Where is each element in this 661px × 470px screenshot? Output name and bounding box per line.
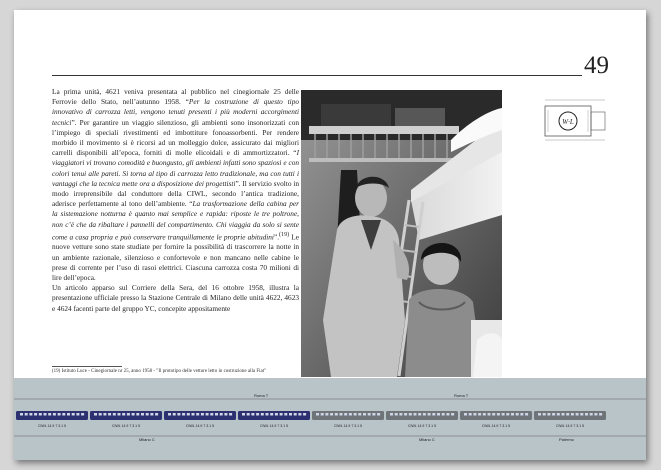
- car-window: [543, 413, 546, 416]
- car-window: [473, 413, 476, 416]
- car-window: [192, 413, 195, 416]
- car-window: [298, 413, 301, 416]
- car-window: [261, 413, 264, 416]
- car-window: [196, 413, 199, 416]
- car-window: [478, 413, 481, 416]
- car-window: [409, 413, 412, 416]
- header-rule: [52, 75, 582, 76]
- car-window: [187, 413, 190, 416]
- car-window: [132, 413, 135, 416]
- car-window: [483, 413, 486, 416]
- car-window: [325, 413, 328, 416]
- car-window: [72, 413, 75, 416]
- car-window: [20, 413, 23, 416]
- car-window: [53, 413, 56, 416]
- route-label-5: Palermo: [559, 437, 574, 442]
- car-window: [48, 413, 51, 416]
- car-window: [349, 413, 352, 416]
- car-window: [270, 413, 273, 416]
- car-window: [108, 413, 111, 416]
- car-window: [358, 413, 361, 416]
- car-window: [566, 413, 569, 416]
- car-window: [25, 413, 28, 416]
- car-window: [39, 413, 42, 416]
- car-window: [280, 413, 283, 416]
- car-label: CIWL 14.9 7 3.1 5: [481, 424, 511, 428]
- car-window: [229, 413, 232, 416]
- sleeping-car-photo: [301, 90, 502, 377]
- car-window: [113, 413, 116, 416]
- car-label: CIWL 14.9 7 3.1 5: [407, 424, 437, 428]
- car-window: [442, 413, 445, 416]
- car-window: [335, 413, 338, 416]
- car-window: [599, 413, 602, 416]
- car-window: [206, 413, 209, 416]
- car-window: [29, 413, 32, 416]
- car-window: [497, 413, 500, 416]
- car-window: [303, 413, 306, 416]
- car-window: [224, 413, 227, 416]
- car-window: [316, 413, 319, 416]
- car-window: [423, 413, 426, 416]
- car-window: [580, 413, 583, 416]
- car-window: [76, 413, 79, 416]
- car-window: [571, 413, 574, 416]
- car-window: [122, 413, 125, 416]
- ciwl-logo: W·L: [562, 118, 574, 126]
- car-window: [177, 413, 180, 416]
- car-window: [58, 413, 61, 416]
- car-window: [516, 413, 519, 416]
- car-window: [590, 413, 593, 416]
- car-window: [127, 413, 130, 416]
- car-window: [242, 413, 245, 416]
- car-window: [354, 413, 357, 416]
- car-window: [488, 413, 491, 416]
- car-window: [275, 413, 278, 416]
- book-page: [14, 10, 646, 460]
- car-window: [506, 413, 509, 416]
- route-label-3: Milano C: [139, 437, 155, 442]
- car-window: [344, 413, 347, 416]
- car-window: [168, 413, 171, 416]
- technical-drawing: [542, 96, 612, 142]
- car-window: [150, 413, 153, 416]
- car-window: [81, 413, 84, 416]
- route-label-4: Milano C: [419, 437, 435, 442]
- car-window: [432, 413, 435, 416]
- car-window: [266, 413, 269, 416]
- car-window: [294, 413, 297, 416]
- car-window: [155, 413, 158, 416]
- car-window: [404, 413, 407, 416]
- car-window: [247, 413, 250, 416]
- route-label-2: Roma T: [454, 393, 469, 398]
- car-window: [215, 413, 218, 416]
- car-label: CIWL 14.9 7 3.1 5: [555, 424, 585, 428]
- page-number: 49: [584, 52, 609, 79]
- car-window: [210, 413, 213, 416]
- car-window: [547, 413, 550, 416]
- car-window: [330, 413, 333, 416]
- car-window: [201, 413, 204, 416]
- car-window: [372, 413, 375, 416]
- car-window: [289, 413, 292, 416]
- car-window: [451, 413, 454, 416]
- car-window: [557, 413, 560, 416]
- car-window: [464, 413, 467, 416]
- car-window: [34, 413, 37, 416]
- car-window: [94, 413, 97, 416]
- car-window: [141, 413, 144, 416]
- car-window: [492, 413, 495, 416]
- car-window: [340, 413, 343, 416]
- car-window: [585, 413, 588, 416]
- car-label: CIWL 14.9 7 3.1 5: [333, 424, 363, 428]
- car-label: CIWL 14.9 7 3.1 5: [259, 424, 289, 428]
- car-window: [538, 413, 541, 416]
- car-window: [428, 413, 431, 416]
- car-window: [118, 413, 121, 416]
- car-window: [418, 413, 421, 416]
- body-text: La prima unità, 4621 veniva presentata al pubblico nel cinegiornale 25 delle Ferrovie dello Stato, nell’autunno 1958. “Per la costruzione di questo tipo innovativo di carrozza letti, vengono tenuti presenti i più moderni accorgimenti tecnici”. Per garantire un viaggio silenzioso, gli ambienti sono insonorizzati con l’impiego di speciali rivestimenti ed imbottiture fonoassorbenti. Per rendere morbido il movimento si è ricorsi ad un molleggio dolce, assicurato dai migliori carrelli disponibili all’epoca, forniti di molle elicoidali e di ammortizzatori. “I viaggiatori vi trovano comodità e buongusto, gli ambienti infatti sono spaziosi e con colori tenui alle pareti. Si torna al tipo di carrozza letto tradizionale, ma con tutti i vantaggi che la tecnica mette ora a disposizione dei progettisti”. Il servizio svolto in modo irreprensibile dal conduttore della CIWL, secondo l’antica tradizione, aderisce perfettamente al tono dell’ambiente. “La trasformazione della cabina per la sistemazione notturna è quanto mai semplice e rapida: riposte le tre poltrone, non c’è che da ribaltare i pannelli del compartimento. Chi viaggia da solo si sente come a casa propria e può conservare tranquillamente le proprie abitudini”.$^{(19)}$ Le nuove vetture sono state studiate per fornire la possibilità di trascorrere la notte in un ambiente razionale, silenzioso e confortevole e non mancano nelle cabine le prese di corrente per l’uso di rasoi elettrici. Ciascuna carrozza costa 70 milioni di lire dell’epoca. Un articolo apparso sul Corriere della Sera, del 16 ottobre 1958, illustra la presentazione ufficiale presso la Stazione Centrale di Milano delle unità 4622, 4623 e 4624 facenti parte del gruppo YC, concepite appositamente: [52, 87, 300, 313]
- car-window: [256, 413, 259, 416]
- car-window: [399, 413, 402, 416]
- car-window: [182, 413, 185, 416]
- car-window: [173, 413, 176, 416]
- car-window: [446, 413, 449, 416]
- car-window: [251, 413, 254, 416]
- car-window: [502, 413, 505, 416]
- route-label-1: Roma T: [254, 393, 269, 398]
- car-window: [520, 413, 523, 416]
- car-window: [136, 413, 139, 416]
- train-composition: [14, 393, 646, 443]
- car-window: [562, 413, 565, 416]
- car-window: [511, 413, 514, 416]
- footnote-rule: [52, 366, 122, 367]
- car-window: [363, 413, 366, 416]
- car-window: [146, 413, 149, 416]
- car-window: [552, 413, 555, 416]
- footnote: (19) Istituto Luce - Cinegiornale nr 25, anno 1958 - "Il prototipo delle vetture letto in costruzione alla Fiat": [52, 369, 267, 374]
- car-window: [284, 413, 287, 416]
- car-window: [377, 413, 380, 416]
- car-window: [390, 413, 393, 416]
- car-label: CIWL 14.9 7 3.1 5: [111, 424, 141, 428]
- car-label: CIWL 14.9 7 3.1 5: [185, 424, 215, 428]
- car-window: [62, 413, 65, 416]
- car-window: [67, 413, 70, 416]
- car-window: [395, 413, 398, 416]
- car-window: [469, 413, 472, 416]
- car-window: [220, 413, 223, 416]
- car-window: [321, 413, 324, 416]
- car-window: [576, 413, 579, 416]
- car-window: [414, 413, 417, 416]
- car-window: [99, 413, 102, 416]
- car-label: CIWL 14.9 7 3.1 5: [37, 424, 67, 428]
- car-window: [594, 413, 597, 416]
- car-window: [103, 413, 106, 416]
- car-window: [368, 413, 371, 416]
- car-window: [437, 413, 440, 416]
- car-window: [44, 413, 47, 416]
- car-window: [525, 413, 528, 416]
